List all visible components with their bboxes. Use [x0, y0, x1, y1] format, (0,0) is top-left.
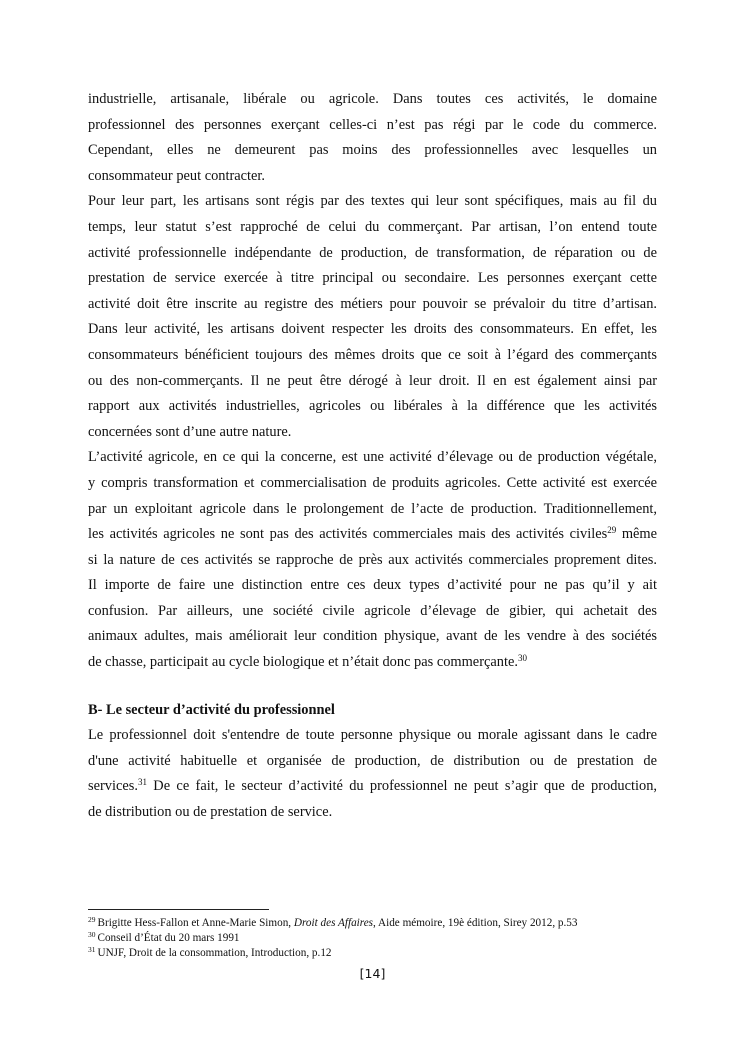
page-number: [14]: [359, 966, 386, 981]
section-heading: B- Le secteur d’activité du professionnel: [88, 701, 335, 718]
paragraph-artisans: [88, 189, 657, 445]
paragraph-agricole: [88, 445, 657, 675]
text-line: si la nature de ces activités se rapproche de près aux activités commerciales proprement dites.: [88, 551, 657, 568]
text-line-with-footnote: [88, 650, 657, 676]
footnote-30: [88, 931, 668, 946]
section-b: [88, 698, 657, 826]
text-line-with-footnote: [88, 522, 657, 548]
footnote-text: Brigitte Hess-Fallon et Anne-Marie Simon,: [97, 917, 294, 929]
text-line: y compris transformation et commercialisation de produits agricoles. Cette activité est exercée: [88, 474, 657, 491]
text-line: Il importe de faire une distinction entre ces deux types d’activité pour ne pas qu’il y ait: [88, 577, 657, 594]
footnote-29: [88, 916, 668, 931]
section-spacer: [88, 676, 657, 698]
text-line: Dans leur activité, les artisans doivent respecter les droits des consommateurs. En effet, les: [88, 321, 657, 338]
text-line: Cependant, elles ne demeurent pas moins des professionnelles avec lesquelles un: [88, 142, 657, 159]
text-line: professionnel des personnes exerçant celles-ci n’est pas régi par le code du commerce.: [88, 116, 657, 133]
text-segment: de chasse, participait au cycle biologique et n’était donc pas commerçante.: [88, 654, 518, 671]
text-line: d'une activité habituelle et organisée de production, de distribution ou de prestation de: [88, 752, 657, 769]
footnote-31: [88, 946, 668, 961]
text-line: prestation de service exercée à titre principal ou secondaire. Les personnes exerçant cette: [88, 270, 657, 287]
text-line: activité professionnelle indépendante de production, de transformation, de réparation ou de: [88, 244, 657, 261]
text-line: consommateur peut contracter.: [88, 167, 266, 184]
footnote-ref-29[interactable]: 29: [607, 525, 617, 536]
text-line: Le professionnel doit s'entendre de toute personne physique ou morale agissant dans le cadre: [88, 727, 657, 744]
footnotes: [88, 916, 668, 961]
footnote-number: 30: [88, 930, 96, 939]
text-line: Pour leur part, les artisans sont régis par des textes qui leur sont spécifiques, mais au fil du: [88, 193, 657, 210]
footnote-ref-31[interactable]: 31: [137, 777, 147, 788]
text-segment: les activités agricoles ne sont pas des activités commerciales mais des activités civiles: [88, 526, 608, 543]
text-segment: services.: [88, 778, 138, 795]
footnote-number: 31: [88, 945, 96, 954]
text-line: animaux adultes, mais améliorait leur condition physique, avant de les vendre à des sociétés: [88, 628, 657, 645]
paragraph-professions: [88, 87, 657, 189]
text-segment: De ce fait, le secteur d’activité du professionnel ne peut s’agir que de production,: [146, 778, 657, 795]
footnote-number: 29: [88, 915, 96, 924]
text-line-with-footnote: [88, 774, 657, 800]
footnote-separator: [88, 909, 269, 910]
body-text: [88, 87, 657, 826]
text-line: par un exploitant agricole dans le prolongement de l’acte de production. Traditionnellement,: [88, 500, 657, 517]
text-segment: même: [616, 526, 657, 543]
footnote-text: Conseil d’État du 20 mars 1991: [97, 932, 240, 944]
text-line: rapport aux activités industrielles, agricoles ou libérales à la différence que les activités: [88, 398, 657, 415]
footnote-book-title: Droit des Affaires: [293, 917, 374, 929]
text-line: temps, leur statut s’est rapproché de celui du commerçant. Par artisan, l’on entend toute: [88, 218, 657, 235]
text-line: consommateurs bénéficient toujours des mêmes droits que ce soit à l’égard des commerçants: [88, 346, 657, 363]
text-line: industrielle, artisanale, libérale ou agricole. Dans toutes ces activités, le domaine: [88, 91, 657, 107]
text-line: ou des non-commerçants. Il ne peut être dérogé à leur droit. Il en est également ainsi par: [88, 372, 657, 389]
text-line: activité doit être inscrite au registre des métiers pour pouvoir se prévaloir du titre d’artisan.: [88, 295, 657, 312]
footnote-ref-30[interactable]: 30: [517, 653, 527, 664]
text-line: confusion. Par ailleurs, une société civile agricole d’élevage de gibier, qui achetait des: [88, 602, 657, 619]
footnote-text: , Aide mémoire, 19è édition, Sirey 2012, p.53: [373, 917, 578, 929]
text-line: concernées sont d’une autre nature.: [88, 423, 292, 440]
text-line: L’activité agricole, en ce qui la concerne, est une activité d’élevage ou de production végétale,: [88, 449, 657, 466]
text-line: de distribution ou de prestation de service.: [88, 804, 333, 821]
footnote-text: UNJF, Droit de la consommation, Introduction, p.12: [97, 947, 332, 959]
